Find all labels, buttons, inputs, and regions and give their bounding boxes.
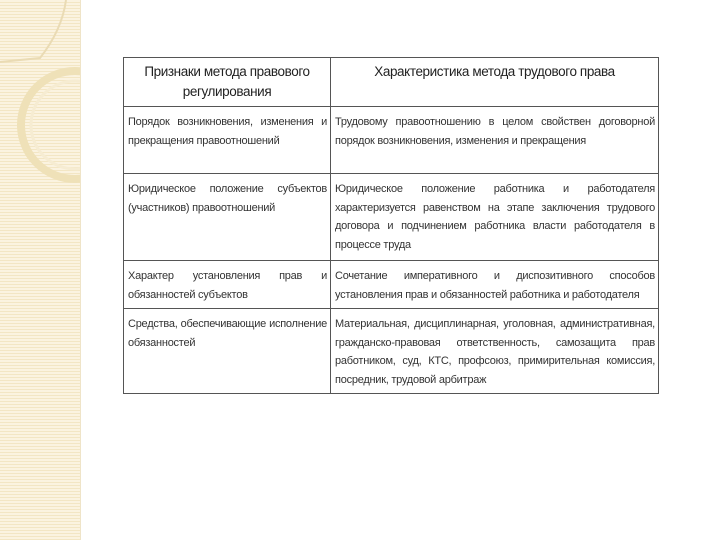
- decorative-side-strip: [0, 0, 81, 540]
- description-cell: Юридическое положение работника и работодателя характеризуется равенством на этапе заключения трудового договора и подчинением работника власти работодателя в процессе труда: [331, 174, 659, 261]
- table-row: [124, 309, 659, 394]
- description-cell: Трудовому правоотношению в целом свойствен договорной порядок возникновения, изменения и прекращения: [331, 107, 659, 174]
- header-features: Признаки метода правового регулирования: [124, 58, 331, 107]
- table-row: [124, 174, 659, 261]
- table-row: [124, 107, 659, 174]
- table-header-row: [124, 58, 659, 107]
- method-comparison-table: [123, 57, 659, 394]
- feature-cell: Характер установления прав и обязанностей субъектов: [124, 261, 331, 309]
- description-cell: Сочетание императивного и диспозитивного способов установления прав и обязанностей работника и работодателя: [331, 261, 659, 309]
- decorative-arcs-icon: [0, 0, 80, 540]
- table-row: [124, 261, 659, 309]
- feature-cell: Средства, обеспечивающие исполнение обязанностей: [124, 309, 331, 394]
- description-cell: Материальная, дисциплинарная, уголовная, административная, гражданско-правовая ответственность, самозащита прав работником, суд, КТС, профсоюз, примирительная комиссия, посредник, трудовой арбитраж: [331, 309, 659, 394]
- header-characteristics: Характеристика метода трудового права: [331, 58, 659, 107]
- feature-cell: Порядок возникновения, изменения и прекращения правоотношений: [124, 107, 331, 174]
- feature-cell: Юридическое положение субъектов (участников) правоотношений: [124, 174, 331, 261]
